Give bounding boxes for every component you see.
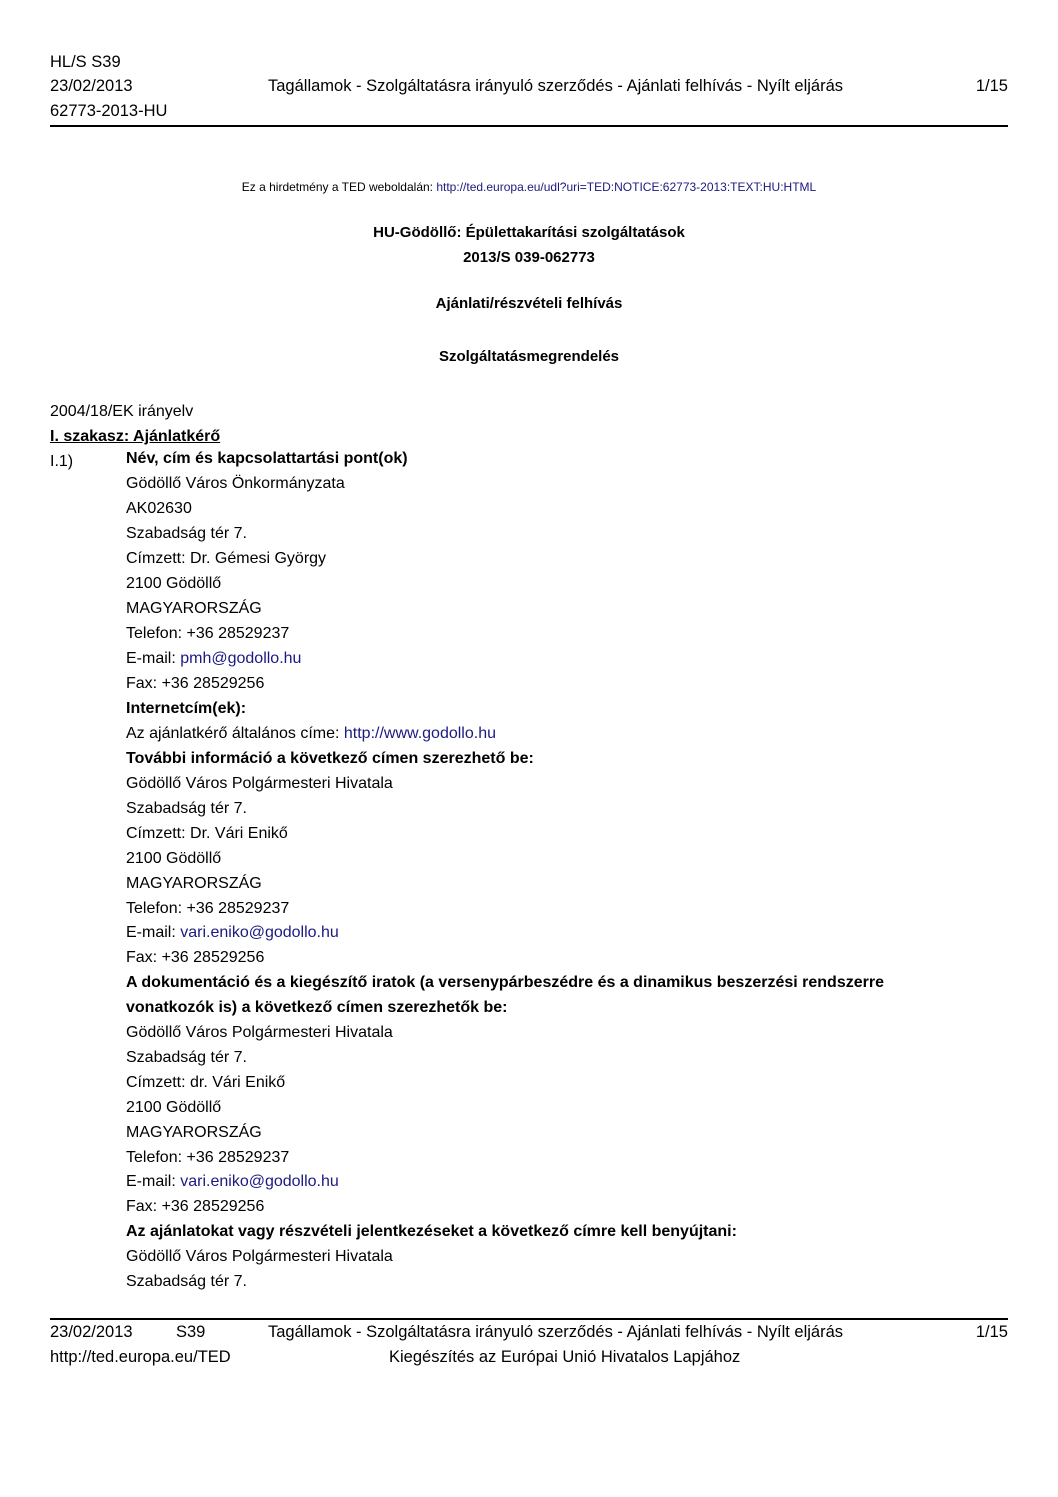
item-title: Név, cím és kapcsolattartási pont(ok) (126, 450, 408, 467)
contact2-email-label: E-mail: (126, 924, 181, 941)
footer-site: http://ted.europa.eu/TED (50, 1348, 231, 1366)
contact2-fax: Fax: +36 28529256 (126, 949, 265, 966)
contact1-street: Szabadság tér 7. (126, 525, 247, 542)
contact2-email-row (126, 924, 339, 942)
footer-rule (50, 1318, 1008, 1320)
notice-type: Ajánlati/részvételi felhívás (435, 295, 623, 312)
contact1-country: MAGYARORSZÁG (126, 600, 262, 617)
directive: 2004/18/EK irányelv (50, 403, 194, 420)
contact1-email-link[interactable]: pmh@godollo.hu (180, 650, 302, 667)
footer-series: S39 (176, 1323, 206, 1341)
notice-title: HU-Gödöllő: Épülettakarítási szolgáltatások (373, 224, 685, 241)
docs-heading-line2: vonatkozók is) a következő címen szerezhetők be: (126, 999, 508, 1016)
header-page: 1/15 (975, 77, 1008, 95)
internet-label: Az ajánlatkérő általános címe: (126, 725, 344, 742)
contact2-phone: Telefon: +36 28529237 (126, 900, 290, 917)
contact4-name: Gödöllő Város Polgármesteri Hivatala (126, 1248, 393, 1265)
contact3-email-row (126, 1173, 339, 1191)
contact1-fax: Fax: +36 28529256 (126, 675, 265, 692)
contact3-email-label: E-mail: (126, 1173, 181, 1190)
contact3-city: 2100 Gödöllő (126, 1099, 222, 1116)
header-journal: HL/S S39 (50, 53, 121, 71)
ted-notice-prefix: Ez a hirdetmény a TED weboldalán: (241, 180, 437, 194)
contact2-street: Szabadság tér 7. (126, 800, 247, 817)
contact3-country: MAGYARORSZÁG (126, 1124, 262, 1141)
header-title: Tagállamok - Szolgáltatásra irányuló szerződés - Ajánlati felhívás - Nyílt eljárás (268, 77, 844, 95)
ted-notice (0, 180, 1058, 194)
footer-page: 1/15 (975, 1323, 1008, 1341)
info-heading: További információ a következő címen szerezhető be: (126, 750, 534, 767)
contact3-fax: Fax: +36 28529256 (126, 1198, 265, 1215)
contact1-phone: Telefon: +36 28529237 (126, 625, 290, 642)
section-title: I. szakasz: Ajánlatkérő (50, 428, 221, 445)
contact1-email-label: E-mail: (126, 650, 181, 667)
docs-heading-line1: A dokumentáció és a kiegészítő iratok (a versenypárbeszédre és a dinamikus beszerzési rendszerre (126, 974, 884, 991)
item-number: I.1) (50, 453, 74, 470)
contact2-name: Gödöllő Város Polgármesteri Hivatala (126, 775, 393, 792)
submit-heading: Az ajánlatokat vagy részvételi jelentkezéseket a következő címre kell benyújtani: (126, 1223, 737, 1240)
footer-date: 23/02/2013 (50, 1323, 133, 1341)
internet-heading: Internetcím(ek): (126, 700, 247, 717)
contact2-email-link[interactable]: vari.eniko@godollo.hu (180, 924, 339, 941)
contact4-street: Szabadság tér 7. (126, 1273, 247, 1290)
notice-reference: 2013/S 039-062773 (463, 249, 595, 266)
footer-supplement: Kiegészítés az Európai Unió Hivatalos Lapjához (389, 1348, 741, 1366)
contact1-email-row (126, 650, 301, 668)
footer-title: Tagállamok - Szolgáltatásra irányuló szerződés - Ajánlati felhívás - Nyílt eljárás (268, 1323, 844, 1341)
ted-notice-link[interactable]: http://ted.europa.eu/udl?uri=TED:NOTICE:62773-2013:TEXT:HU:HTML (436, 180, 817, 194)
contact1-code: AK02630 (126, 500, 192, 517)
internet-row (126, 725, 496, 743)
header-doc-id: 62773-2013-HU (50, 102, 168, 120)
contact2-attn: Címzett: Dr. Vári Enikő (126, 825, 288, 842)
internet-link[interactable]: http://www.godollo.hu (343, 725, 496, 742)
contact1-name: Gödöllő Város Önkormányzata (126, 475, 345, 492)
notice-category: Szolgáltatásmegrendelés (438, 348, 620, 365)
contact3-attn: Címzett: dr. Vári Enikő (126, 1074, 286, 1091)
contact3-street: Szabadság tér 7. (126, 1049, 247, 1066)
header-date: 23/02/2013 (50, 77, 133, 95)
contact2-city: 2100 Gödöllő (126, 850, 222, 867)
contact3-email-link[interactable]: vari.eniko@godollo.hu (180, 1173, 339, 1190)
contact1-city: 2100 Gödöllő (126, 575, 222, 592)
contact3-phone: Telefon: +36 28529237 (126, 1149, 290, 1166)
contact3-name: Gödöllő Város Polgármesteri Hivatala (126, 1024, 393, 1041)
header-rule (50, 125, 1008, 127)
contact1-attn: Címzett: Dr. Gémesi György (126, 550, 327, 567)
contact2-country: MAGYARORSZÁG (126, 875, 262, 892)
